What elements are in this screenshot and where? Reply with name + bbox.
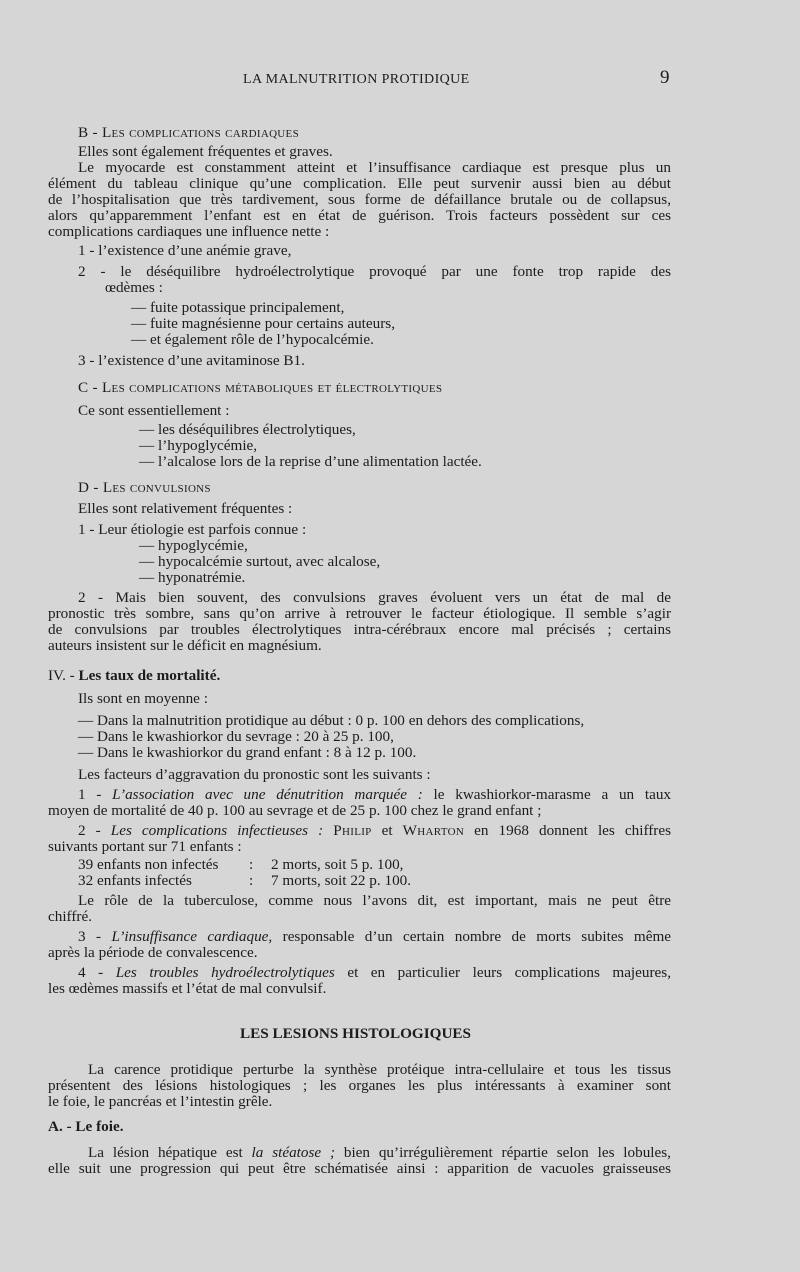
paragraph-line — [88, 1144, 671, 1161]
dash-item: — hypoglycémie, — [139, 537, 248, 554]
italic-term: la stéatose ; — [251, 1144, 336, 1161]
list-item: 2 - le déséquilibre hydroélectrolytique provoqué par une fonte trop rapide des — [78, 263, 671, 280]
dash-item: — les déséquilibres électrolytiques, — [139, 421, 356, 438]
row-label: 39 enfants non infectés — [78, 856, 219, 873]
dash-item: — hyponatrémie. — [139, 569, 246, 586]
paragraph-line: après la période de convalescence. — [48, 944, 258, 961]
paragraph: Ils sont en moyenne : — [78, 690, 208, 707]
dash-item: — l’alcalose lors de la reprise d’une alimentation lactée. — [139, 453, 482, 470]
list-item: 1 - Leur étiologie est parfois connue : — [78, 521, 307, 538]
paragraph-line: Le rôle de la tuberculose, comme nous l’avons dit, est important, mais ne peut être — [78, 892, 671, 909]
paragraph-line: 2 - Mais bien souvent, des convulsions graves évoluent vers un état de mal de — [78, 589, 671, 606]
factor-text: le kwashiorkor-marasme a un taux — [422, 786, 672, 803]
section-iv-heading — [48, 667, 220, 684]
paragraph-line: moyen de mortalité de 40 p. 100 au sevrage et de 25 p. 100 chez le grand enfant ; — [48, 802, 542, 819]
subsection-a-heading: A. - Le foie. — [48, 1118, 124, 1135]
paragraph-line: de l’hospitalisation que très tardivement, sous forme de défaillance brutale ou de collapsus, — [48, 191, 671, 208]
dash-item: — Dans le kwashiorkor du sevrage : 20 à 25 p. 100, — [78, 728, 394, 745]
paragraph-line: élément du tableau clinique qu’une complication. Elle peut survenir aussi bien au début — [48, 175, 671, 192]
paragraph-line: de convulsions par troubles électrolytiques intra-cérébraux encore mal précisés ; certains — [48, 621, 671, 638]
factor-number: 2 - — [78, 822, 111, 839]
section-d-heading: D - Les convulsions — [78, 479, 211, 496]
author-name: Philip — [333, 822, 372, 839]
paragraph-line: elle suit une progression qui peut être schématisée ainsi : apparition de vacuoles graisseuses — [48, 1160, 671, 1177]
factor-number: 1 - — [78, 786, 113, 803]
paragraph-line: suivants portant sur 71 enfants : — [48, 838, 242, 855]
list-item: 3 - l’existence d’une avitaminose B1. — [78, 352, 305, 369]
dash-item: — l’hypoglycémie, — [139, 437, 258, 454]
factor-italic: L’insuffisance cardiaque, — [111, 928, 273, 945]
paragraph-line: La carence protidique perturbe la synthèse protéique intra-cellulaire et tous les tissus — [88, 1061, 671, 1078]
section-number: IV. - — [48, 667, 79, 684]
factor-text: en 1968 donnent les chiffres — [464, 822, 671, 839]
factor-number: 4 - — [78, 964, 116, 981]
paragraph-line: alors qu’apparemment l’enfant est en état de guérison. Trois facteurs possèdent sur ces — [48, 207, 671, 224]
dash-item: — fuite magnésienne pour certains auteurs, — [131, 315, 396, 332]
row-colon: : — [249, 856, 254, 873]
factor-text: responsable d’un certain nombre de morts subites même — [272, 928, 672, 945]
section-b-heading: B - Les complications cardiaques — [78, 124, 299, 141]
text: bien qu’irrégulièrement répartie selon les lobules, — [335, 1144, 671, 1161]
factor-2 — [78, 822, 671, 839]
paragraph-line: le foie, le pancréas et l’intestin grêle. — [48, 1093, 273, 1110]
dash-item: — fuite potassique principalement, — [131, 299, 345, 316]
row-label: 32 enfants infectés — [78, 872, 192, 889]
factor-italic: Les troubles hydroélectrolytiques — [115, 964, 335, 981]
dash-item: — hypocalcémie surtout, avec alcalose, — [139, 553, 381, 570]
section-c-heading: C - Les complications métaboliques et électrolytiques — [78, 379, 443, 396]
paragraph: Elles sont relativement fréquentes : — [78, 500, 293, 517]
factor-italic: Les complications infectieuses : — [110, 822, 324, 839]
paragraph-line: chiffré. — [48, 908, 92, 925]
paragraph-line: présentent des lésions histologiques ; les organes les plus intéressants à examiner sont — [48, 1077, 671, 1094]
list-item-continuation: œdèmes : — [105, 279, 163, 296]
paragraph-line: Le myocarde est constamment atteint et l’insuffisance cardiaque est presque plus un — [78, 159, 671, 176]
author-name: Wharton — [402, 822, 465, 839]
factor-number: 3 - — [78, 928, 112, 945]
paragraph-line: auteurs insistent sur le déficit en magnésium. — [48, 637, 322, 654]
lesions-heading: LES LESIONS HISTOLOGIQUES — [240, 1025, 472, 1042]
row-value: 2 morts, soit 5 p. 100, — [271, 856, 404, 873]
dash-item: — Dans le kwashiorkor du grand enfant : 8 à 12 p. 100. — [78, 744, 417, 761]
dash-item: — Dans la malnutrition protidique au début : 0 p. 100 en dehors des complications, — [78, 712, 585, 729]
header-title: LA MALNUTRITION PROTIDIQUE — [243, 72, 470, 87]
paragraph-line: complications cardiaques une influence nette : — [48, 223, 330, 240]
section-title: Les taux de mortalité. — [78, 667, 221, 684]
factor-4 — [78, 964, 671, 981]
row-colon: : — [249, 872, 254, 889]
row-value: 7 morts, soit 22 p. 100. — [271, 872, 412, 889]
factor-1 — [78, 786, 671, 803]
paragraph-line: les œdèmes massifs et l’état de mal convulsif. — [48, 980, 327, 997]
factor-3 — [78, 928, 671, 945]
page-number: 9 — [660, 67, 670, 88]
paragraph-line: pronostic très sombre, sans qu’on arrive à retrouver le facteur étiologique. Il semble s’agir — [48, 605, 671, 622]
paragraph: Ce sont essentiellement : — [78, 402, 230, 419]
paragraph: Elles sont également fréquentes et graves. — [78, 143, 333, 160]
text: La lésion hépatique est — [88, 1144, 252, 1161]
factor-text: et en particulier leurs complications majeures, — [334, 964, 671, 981]
conjunction: et — [371, 822, 403, 839]
dash-item: — et également rôle de l’hypocalcémie. — [131, 331, 374, 348]
running-header — [0, 67, 800, 94]
list-item: 1 - l’existence d’une anémie grave, — [78, 242, 292, 259]
paragraph: Les facteurs d’aggravation du pronostic sont les suivants : — [78, 766, 431, 783]
factor-italic: L’association avec une dénutrition marquée : — [112, 786, 423, 803]
